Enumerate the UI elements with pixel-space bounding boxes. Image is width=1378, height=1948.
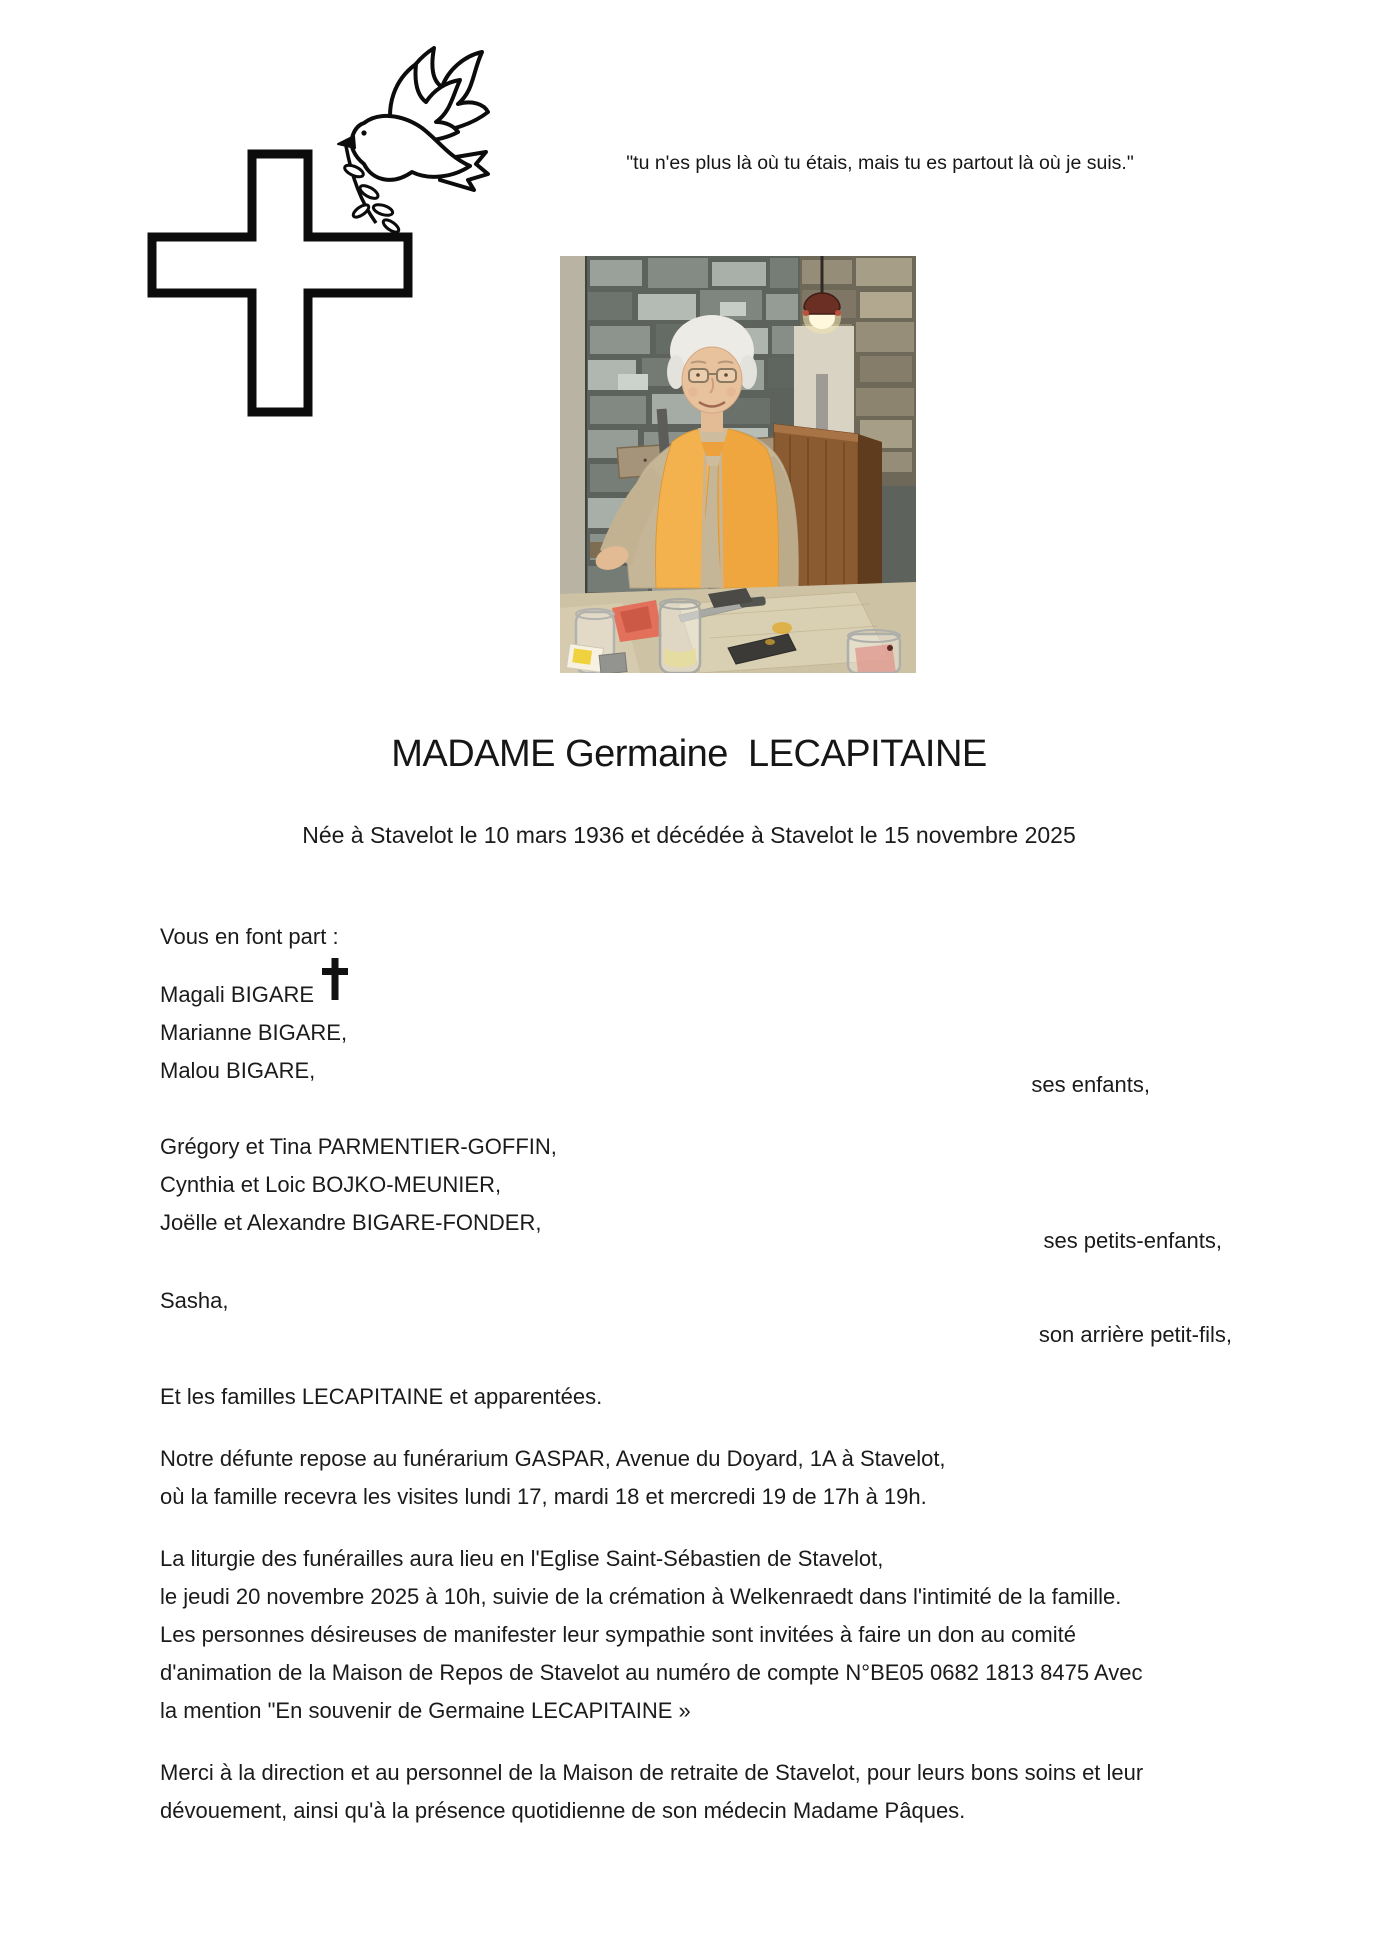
grandchild-name-3: Joëlle et Alexandre BIGARE-FONDER, [160,1210,542,1235]
deceased-name-title: MADAME Germaine LECAPITAINE [391,733,987,775]
grandchild-name-1: Grégory et Tina PARMENTIER-GOFFIN, [160,1134,557,1159]
child-name-1: Magali BIGARE [160,982,315,1007]
funeral-line-2: le jeudi 20 novembre 2025 à 10h, suivie de la crémation à Welkenraedt dans l'intimité de la famille. [160,1584,1122,1609]
repose-line-2: où la famille recevra les visites lundi 17, mardi 18 et mercredi 19 de 17h à 19h. [160,1484,927,1509]
portrait-photo-illustration [560,256,916,673]
great-grandson-relation-label: son arrière petit-fils, [1038,1322,1232,1347]
thanks-line-1: Merci à la direction et au personnel de la Maison de retraite de Stavelot, pour leurs bons soins et leur [160,1760,1144,1785]
great-grandson-name: Sasha, [160,1288,229,1313]
birth-death-dates: Née à Stavelot le 10 mars 1936 et décédée à Stavelot le 15 novembre 2025 [302,822,1076,848]
grandchildren-relation-label: ses petits-enfants, [1043,1228,1222,1253]
intro-line: Vous en font part : [160,924,339,949]
cross-and-dove-icon [140,40,490,420]
children-relation-label: ses enfants, [1031,1072,1150,1097]
funeral-line-4: d'animation de la Maison de Repos de Stavelot au numéro de compte N°BE05 0682 1813 8475 Avec [160,1660,1143,1685]
repose-line-1: Notre défunte repose au funérarium GASPAR, Avenue du Doyard, 1A à Stavelot, [160,1446,946,1471]
child-name-2: Marianne BIGARE, [160,1020,348,1045]
funeral-line-3: Les personnes désireuses de manifester leur sympathie sont invitées à faire un don au comité [160,1622,1076,1647]
families-line: Et les familles LECAPITAINE et apparentées. [160,1384,603,1409]
child-name-3: Malou BIGARE, [160,1058,316,1083]
grandchild-name-2: Cynthia et Loic BOJKO-MEUNIER, [160,1172,502,1197]
funeral-line-1: La liturgie des funérailles aura lieu en l'Eglise Saint-Sébastien de Stavelot, [160,1546,884,1571]
portrait-photo [560,256,916,673]
memorial-quote: "tu n'es plus là où tu étais, mais tu es partout là où je suis." [626,152,1134,174]
thanks-line-2: dévouement, ainsi qu'à la présence quotidienne de son médecin Madame Pâques. [160,1798,966,1823]
funeral-line-5: la mention "En souvenir de Germaine LECAPITAINE » [160,1698,691,1723]
deceased-cross-icon [322,958,348,1000]
